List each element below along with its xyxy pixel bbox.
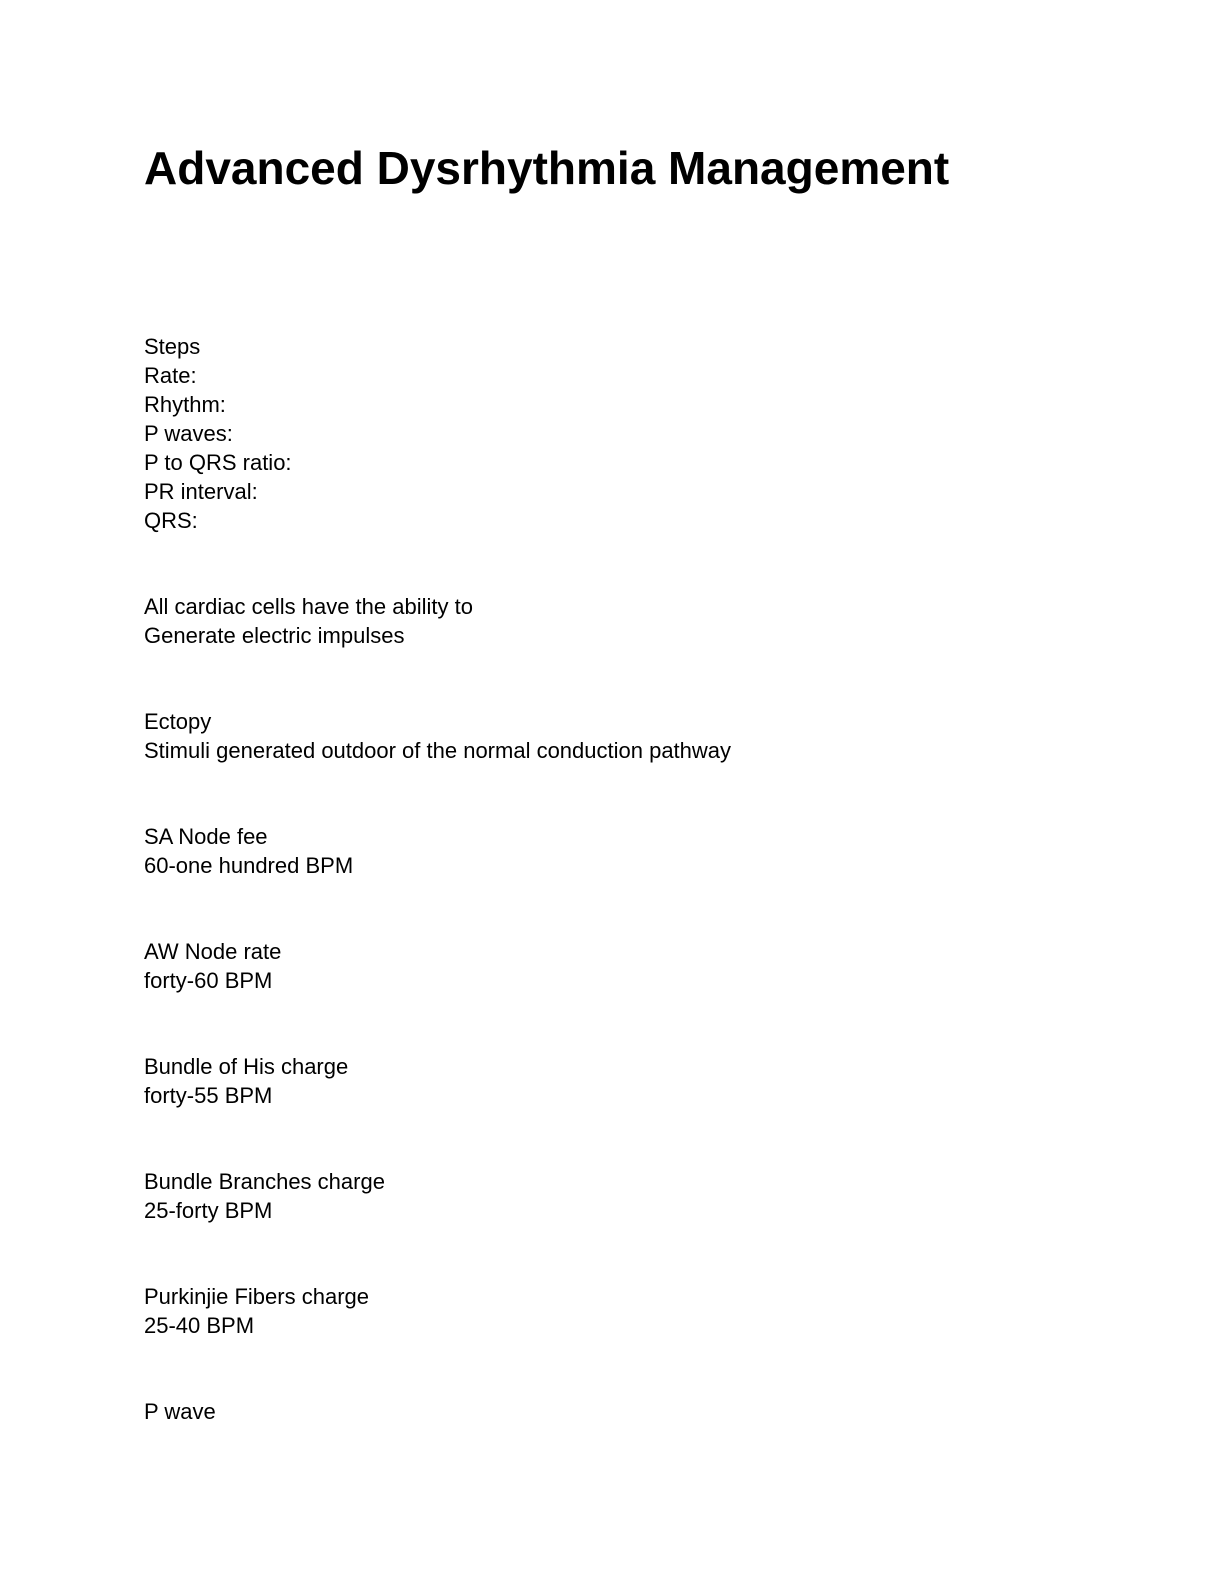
text-line: Purkinjie Fibers charge: [144, 1284, 369, 1309]
text-line: P to QRS ratio:: [144, 450, 292, 475]
block-steps-checklist: [144, 332, 1084, 535]
text-line: Rhythm:: [144, 392, 226, 417]
block-ectopy: [144, 707, 1084, 765]
block-cardiac-cells: [144, 592, 1084, 650]
text-line: Rate:: [144, 363, 197, 388]
text-line: Steps: [144, 334, 201, 359]
text-line: Generate electric impulses: [144, 623, 405, 648]
document-title: Advanced Dysrhythmia Management: [144, 142, 950, 194]
text-line: forty-55 BPM: [144, 1083, 273, 1108]
text-line: P waves:: [144, 421, 233, 446]
text-line: 25-forty BPM: [144, 1198, 273, 1223]
text-line: 25-40 BPM: [144, 1313, 255, 1338]
text-line: QRS:: [144, 508, 198, 533]
text-line: PR interval:: [144, 479, 258, 504]
text-line: Bundle Branches charge: [144, 1169, 385, 1194]
block-sa-node: [144, 822, 1084, 880]
text-line: P wave: [144, 1399, 216, 1424]
block-bundle-of-his: [144, 1052, 1084, 1110]
text-line: 60-one hundred BPM: [144, 853, 354, 878]
text-line: forty-60 BPM: [144, 968, 273, 993]
block-aw-node: [144, 937, 1084, 995]
text-line: SA Node fee: [144, 824, 268, 849]
text-line: AW Node rate: [144, 939, 282, 964]
block-purkinjie-fibers: [144, 1282, 1084, 1340]
text-line: Bundle of His charge: [144, 1054, 349, 1079]
text-line: Ectopy: [144, 709, 212, 734]
block-p-wave: [144, 1397, 1084, 1426]
block-bundle-branches: [144, 1167, 1084, 1225]
text-line: Stimuli generated outdoor of the normal conduction pathway: [144, 738, 732, 763]
text-line: All cardiac cells have the ability to: [144, 594, 473, 619]
